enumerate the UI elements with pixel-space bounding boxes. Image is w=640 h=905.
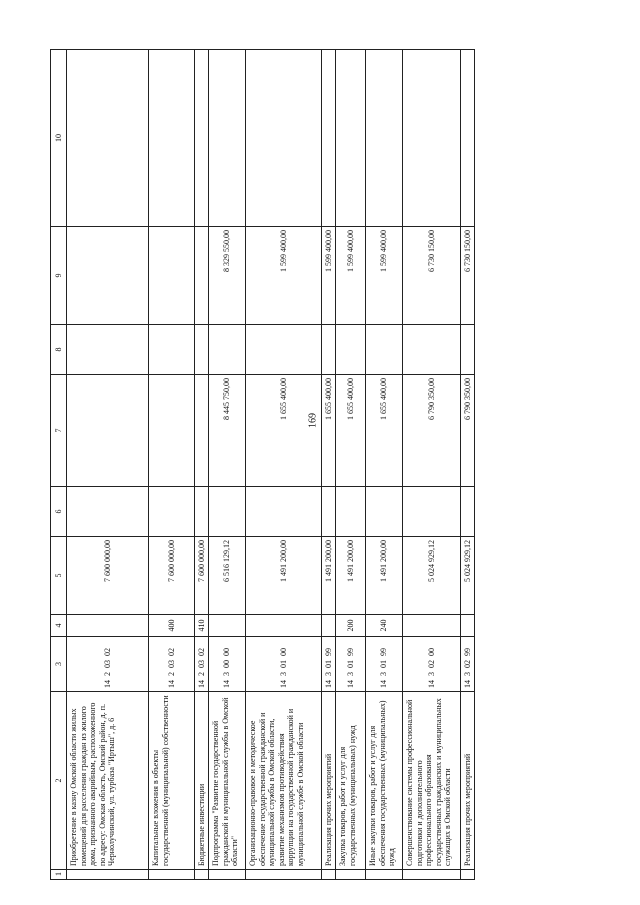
row-name: Организационно-правовое и методическое обеспечение государственной гражданской и муниципальной службы в Омской области, развитие механизмов противодействия коррупции на государственной гражданской и муниципальной службе в Омской области xyxy=(246,692,322,870)
row-c10 xyxy=(195,50,209,227)
row-c8 xyxy=(403,325,461,375)
row-c4: 410 xyxy=(195,615,209,637)
row-c6 xyxy=(322,487,336,537)
col-header: 8 xyxy=(51,325,67,375)
col-header: 10 xyxy=(51,50,67,227)
table-row xyxy=(322,50,336,880)
row-c4 xyxy=(403,615,461,637)
row-c5: 1 491 200,00 xyxy=(336,537,366,615)
row-c5: 1 491 200,00 xyxy=(246,537,322,615)
row-c5: 7 600 000,00 xyxy=(149,537,195,615)
row-name: Приобретение в казну Омской области жилых помещений для расселения граждан из жилого дома, признанного аварийным, расположенного по адресу: Омская область, Омский район, д. п. Чернолучинский, ул. турбаза "Иртыш", д. 6 xyxy=(67,692,149,870)
row-c9: 6 730 150,00 xyxy=(461,227,475,325)
row-c7: 1 655 400,00 xyxy=(336,375,366,487)
row-c4 xyxy=(246,615,322,637)
row-c10 xyxy=(322,50,336,227)
row-c10 xyxy=(246,50,322,227)
row-c5: 7 600 000,00 xyxy=(67,537,149,615)
row-c5: 6 516 129,12 xyxy=(209,537,246,615)
row-c4 xyxy=(209,615,246,637)
row-c4: 240 xyxy=(366,615,403,637)
row-c6 xyxy=(209,487,246,537)
table-row xyxy=(246,50,322,880)
row-c6 xyxy=(461,487,475,537)
row-c10 xyxy=(336,50,366,227)
col-header: 7 xyxy=(51,375,67,487)
row-c9: 1 599 400,00 xyxy=(322,227,336,325)
row-c8 xyxy=(195,325,209,375)
row-c8 xyxy=(336,325,366,375)
row-code: 14 3 01 99 xyxy=(336,637,366,692)
row-c8 xyxy=(322,325,336,375)
row-c9: 1 599 400,00 xyxy=(336,227,366,325)
row-c5: 5 024 929,12 xyxy=(461,537,475,615)
row-c8 xyxy=(209,325,246,375)
row-c9 xyxy=(149,227,195,325)
row-name: Бюджетные инвестиции xyxy=(195,692,209,870)
row-c7: 1 655 400,00 xyxy=(366,375,403,487)
header-row xyxy=(51,50,67,880)
row-c8 xyxy=(149,325,195,375)
row-c9: 6 730 150,00 xyxy=(403,227,461,325)
row-c4 xyxy=(322,615,336,637)
row-code: 14 3 02 99 xyxy=(461,637,475,692)
col-header: 3 xyxy=(51,637,67,692)
row-c10 xyxy=(67,50,149,227)
row-name: Закупка товаров, работ и услуг для государственных (муниципальных) нужд xyxy=(336,692,366,870)
row-name: Капитальные вложения в объекты государственной (муниципальной) собственности xyxy=(149,692,195,870)
row-c7 xyxy=(67,375,149,487)
table-row xyxy=(461,50,475,880)
row-c6 xyxy=(336,487,366,537)
row-c9 xyxy=(67,227,149,325)
row-c7: 6 790 350,00 xyxy=(403,375,461,487)
table-row xyxy=(209,50,246,880)
table-row xyxy=(195,50,209,880)
row-name: Реализация прочих мероприятий xyxy=(461,692,475,870)
col-header: 9 xyxy=(51,227,67,325)
row-c5: 5 024 929,12 xyxy=(403,537,461,615)
row-c4 xyxy=(461,615,475,637)
row-c5: 1 491 200,00 xyxy=(322,537,336,615)
table-row xyxy=(366,50,403,880)
table-row xyxy=(67,50,149,880)
row-c6 xyxy=(246,487,322,537)
row-c4: 400 xyxy=(149,615,195,637)
row-c10 xyxy=(209,50,246,227)
row-c10 xyxy=(366,50,403,227)
row-c8 xyxy=(67,325,149,375)
row-name: Совершенствование системы профессиональной подготовки и дополнительного профессионального образования государственных гражданских и муниципальных служащих в Омской области xyxy=(403,692,461,870)
row-c5: 1 491 200,00 xyxy=(366,537,403,615)
row-c9: 8 329 550,00 xyxy=(209,227,246,325)
row-code: 14 2 03 02 xyxy=(149,637,195,692)
row-code: 14 3 01 99 xyxy=(322,637,336,692)
row-code: 14 2 03 02 xyxy=(195,637,209,692)
row-code: 14 3 01 99 xyxy=(366,637,403,692)
col-header: 5 xyxy=(51,537,67,615)
row-name: Подпрограмма "Развитие государственной гражданской и муниципальной службы в Омской области" xyxy=(209,692,246,870)
row-code: 14 3 02 00 xyxy=(403,637,461,692)
page-number: 169 xyxy=(307,413,319,428)
row-c9 xyxy=(195,227,209,325)
col-header: 1 xyxy=(51,870,67,880)
row-name: Иные закупки товаров, работ и услуг для обеспечения государственных (муниципальных) нужд xyxy=(366,692,403,870)
row-c8 xyxy=(461,325,475,375)
row-c9: 1 599 400,00 xyxy=(366,227,403,325)
row-c4: 200 xyxy=(336,615,366,637)
row-c5: 7 600 000,00 xyxy=(195,537,209,615)
row-code: 14 3 00 00 xyxy=(209,637,246,692)
row-c7: 1 655 400,00 xyxy=(246,375,322,487)
col-header: 2 xyxy=(51,692,67,870)
row-name: Реализация прочих мероприятий xyxy=(322,692,336,870)
col-header: 4 xyxy=(51,615,67,637)
row-c6 xyxy=(366,487,403,537)
row-c4 xyxy=(67,615,149,637)
row-c10 xyxy=(461,50,475,227)
row-c8 xyxy=(366,325,403,375)
row-c9: 1 599 400,00 xyxy=(246,227,322,325)
row-c6 xyxy=(403,487,461,537)
col-header: 6 xyxy=(51,487,67,537)
row-c7: 8 445 750,00 xyxy=(209,375,246,487)
table-row xyxy=(336,50,366,880)
row-c10 xyxy=(403,50,461,227)
budget-table xyxy=(50,49,475,880)
row-c10 xyxy=(149,50,195,227)
row-c6 xyxy=(67,487,149,537)
rotated-table-container xyxy=(50,50,580,880)
row-c6 xyxy=(195,487,209,537)
row-code: 14 2 03 02 xyxy=(67,637,149,692)
row-c6 xyxy=(149,487,195,537)
row-c7: 6 790 350,00 xyxy=(461,375,475,487)
row-code: 14 3 01 00 xyxy=(246,637,322,692)
row-c7 xyxy=(195,375,209,487)
row-c8 xyxy=(246,325,322,375)
row-c7 xyxy=(149,375,195,487)
table-row xyxy=(149,50,195,880)
table-row xyxy=(403,50,461,880)
row-c7: 1 655 400,00 xyxy=(322,375,336,487)
